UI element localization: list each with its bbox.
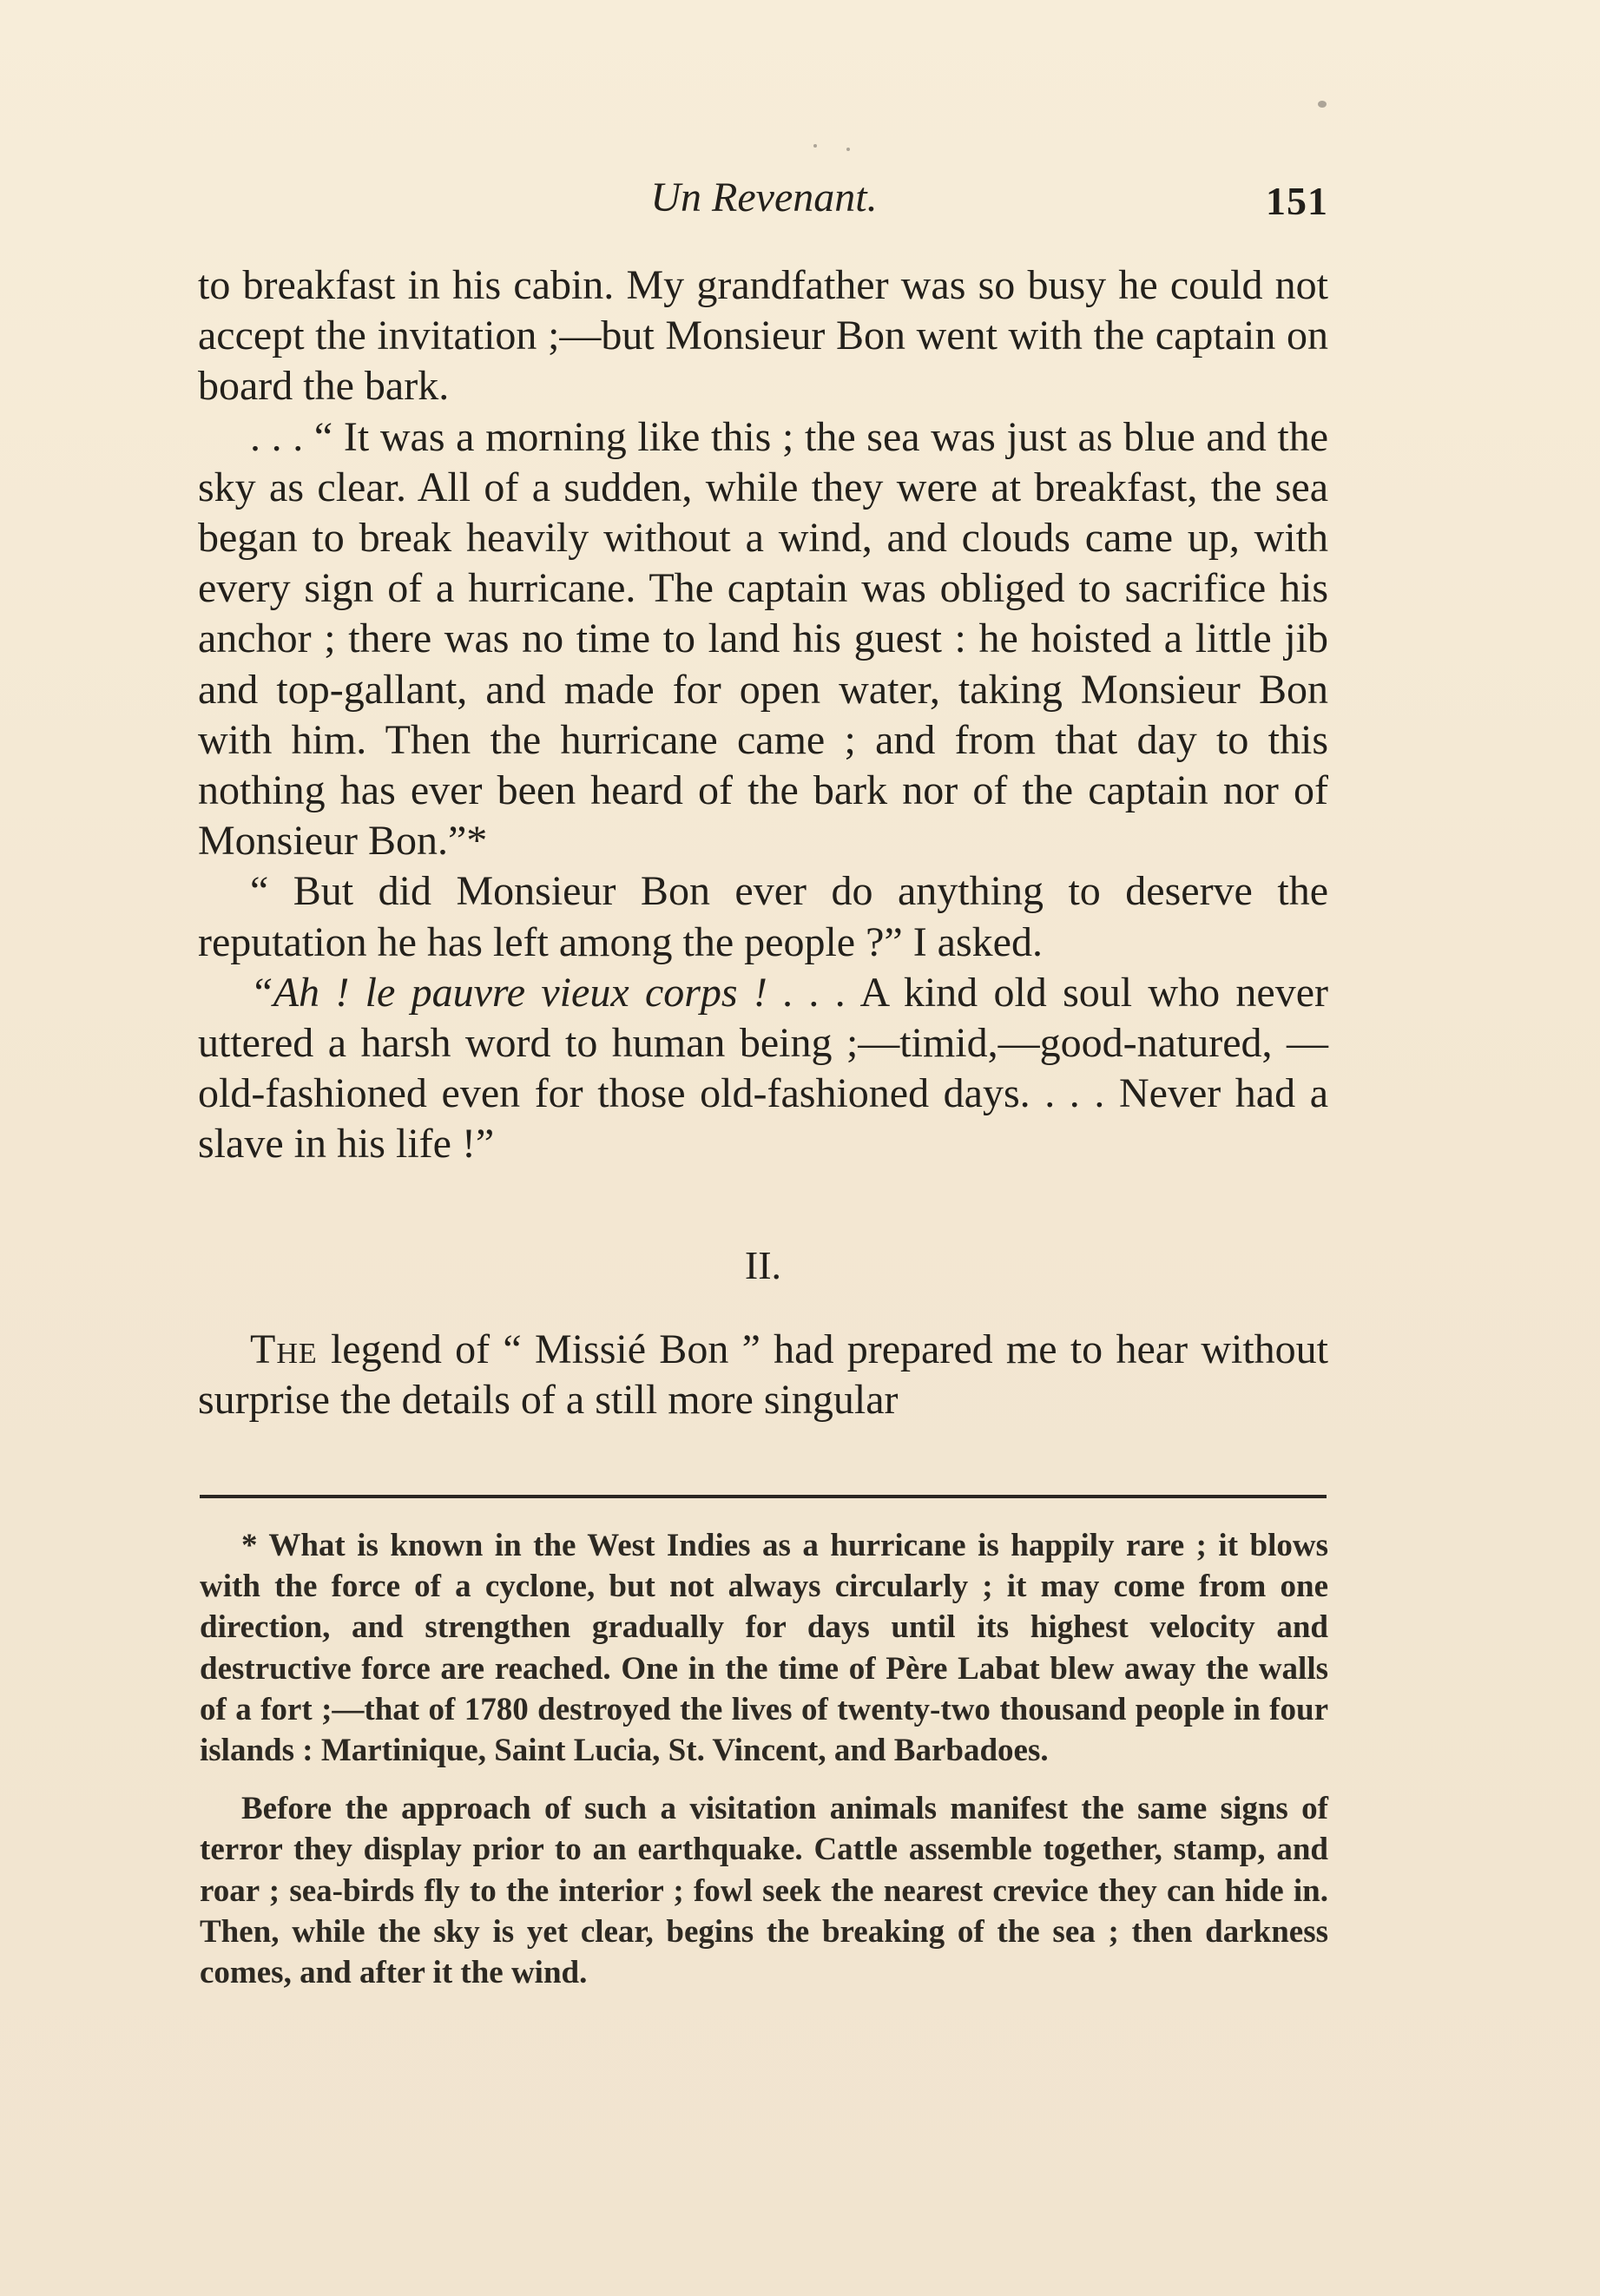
- page-number: 151: [1266, 179, 1328, 223]
- paragraph: . . . “ It was a morning like this ; the sea was just as blue and the sky as clear. All of a sudden, while they were at breakfast, the sea began to break heavily without a wind, and clouds came up, with every sign of a hurricane. The captain was obliged to sacrifice his anchor ; there was no time to land his guest : he hoisted a little jib and top-gallant, and made for open water, taking Monsieur Bon with him. Then the hurricane came ; and from that day to this nothing has ever been heard of the bark nor of the captain nor of Monsieur Bon.”*: [198, 413, 1328, 865]
- footnote-divider: [200, 1495, 1327, 1498]
- footnote-continuation: Before the approach of such a visitation animals manifest the same signs of terror they display prior to an earthquake. Cattle assemble together, stamp, and roar ; sea-birds fly to the interior ; fowl seek the nearest crevice they can hide in. Then, while the sky is yet clear, begins the breaking of the sea ; then darkness comes, and after it the wind.: [200, 1791, 1328, 1991]
- main-text: [198, 260, 1328, 1425]
- paragraph: to breakfast in his cabin. My grandfather was so busy he could not accept the invitation ;—but Monsieur Bon went with the captain on board the bark.: [198, 262, 1328, 410]
- paragraph: “ But did Monsieur Bon ever do anything to deserve the reputation he has left among the people ?” I asked.: [198, 868, 1328, 965]
- page-header: [200, 172, 1328, 233]
- footnotes: [200, 1525, 1328, 1993]
- paragraph: [198, 1325, 1328, 1425]
- paragraph-text: A kind old soul who never uttered a harsh word to human being ;—timid,—good-natured, — old-fashioned even for those old-fashioned days. . . . Never had a slave in his life !”: [198, 969, 1329, 1168]
- paper-speck: [1318, 101, 1327, 108]
- paragraph: [198, 968, 1328, 1170]
- paper-speck: [846, 148, 850, 151]
- section-opening-word: The: [250, 1326, 318, 1372]
- paper-speck: [813, 144, 817, 148]
- running-title: Un Revenant.: [650, 174, 878, 220]
- french-quote: “Ah ! le pauvre vieux corps ! . . .: [250, 969, 846, 1016]
- footnote: * What is known in the West Indies as a hurricane is happily rare ; it blows with the force of a cyclone, but not always circularly ; it may come from one direction, and strengthen gradually for days until its highest velocity and destructive force are reached. One in the time of Père Labat blew away the walls of a fort ;—that of 1780 destroyed the lives of twenty-two thousand people in four islands : Martinique, Saint Lucia, St. Vincent, and Barbadoes.: [200, 1528, 1328, 1769]
- section-heading: II.: [744, 1242, 782, 1287]
- paragraph-text: legend of “ Missié Bon ” had prepared me to hear without surprise the details of a still more singular: [198, 1326, 1329, 1423]
